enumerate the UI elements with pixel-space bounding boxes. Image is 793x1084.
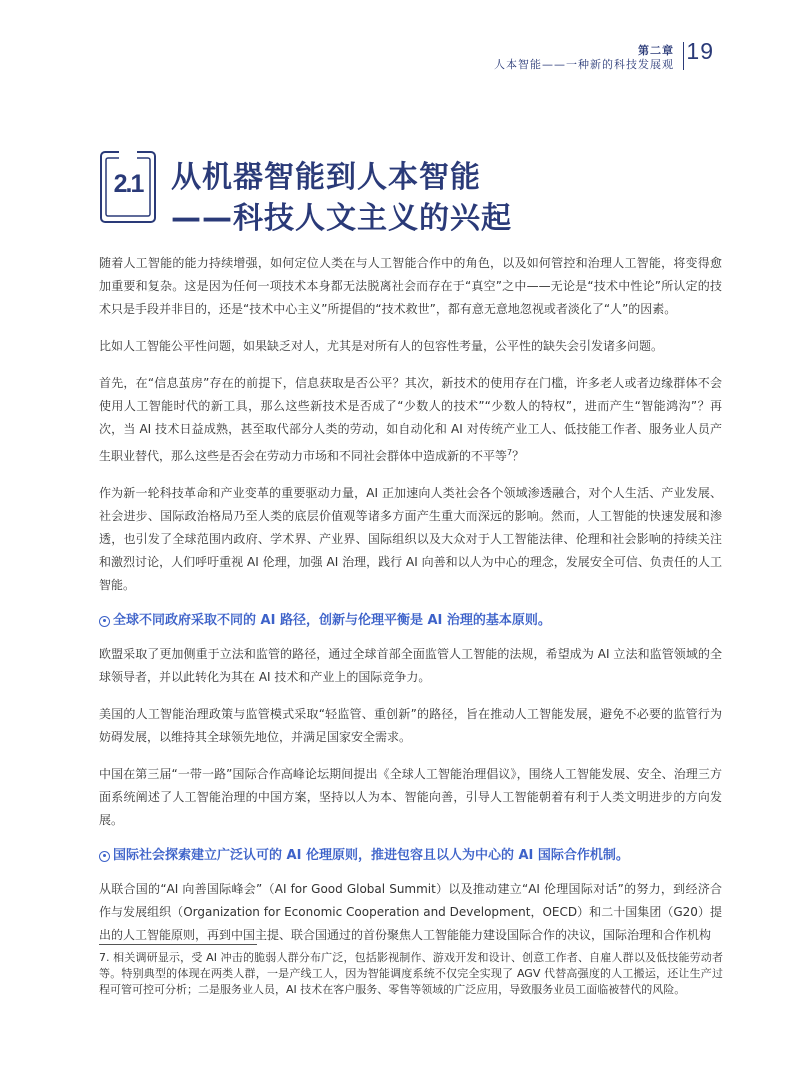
section-title-line2: ——科技人文主义的兴起 (171, 201, 512, 236)
section-number-frame-icon (99, 150, 157, 224)
principle-heading-2 (99, 846, 722, 866)
paragraph-1: 随着人工智能的能力持续增强，如何定位人类在与人工智能合作中的角色，以及如何管控和治理人工智能，将变得愈加重要和复杂。这是因为任何一项技术本身都无法脱离社会而存在于“真空”之中——无论是“技术中性论”所认定的技术只是手段并非目的，还是“技术中心主义”所提倡的“技术救世”，都有意无意地忽视或者淡化了“人”的因素。 (99, 256, 722, 316)
paragraph-6: 美国的人工智能治理政策与监管模式采取“轻监管、重创新”的路径，旨在推动人工智能发展，避免不必要的监管行为妨碍发展，以维持其全球领先地位，并满足国家安全需求。 (99, 707, 722, 744)
header-divider (683, 42, 685, 70)
header-chapter: 第二章 (638, 44, 674, 57)
section-number: 2.1 (113, 170, 143, 198)
header-subtitle: 人本智能——一种新的科技发展观 (494, 58, 674, 71)
paragraph-3-text: 首先，在“信息茧房”存在的前提下，信息获取是否公平？其次，新技术的使用存在门槛，许多老人或者边缘群体不会使用人工智能时代的新工具，那么这些新技术是否成了“少数人的技术”“少数人的特权”，进而产生“智能鸿沟”？再次，当 AI 技术日益成熟，甚至取代部分人类的劳动，如自动化和 AI 对传统产业工人、低技能工作者、服务业人员产生职业替代，那么这些是否会在劳动力市场和不同社会群体中造成新的不平等 (99, 376, 722, 463)
footnote-divider (99, 944, 257, 945)
paragraph-2: 比如人工智能公平性问题，如果缺乏对人，尤其是对所有人的包容性考量，公平性的缺失会引发诸多问题。 (99, 339, 664, 353)
paragraph-7: 中国在第三届“一带一路”国际合作高峰论坛期间提出《全球人工智能治理倡议》，围绕人工智能发展、安全、治理三方面系统阐述了人工智能治理的中国方案，坚持以人为本、智能向善，引导人工智能朝着有利于人类文明进步的方向发展。 (99, 767, 722, 827)
paragraph-4: 作为新一轮科技革命和产业变革的重要驱动力量，AI 正加速向人类社会各个领域渗透融合，对个人生活、产业发展、社会进步、国际政治格局乃至人类的底层价值观等诸多方面产生重大而深远的影响。然而，人工智能的快速发展和渗透，也引发了全球范围内政府、学术界、产业界、国际组织以及大众对于人工智能法律、伦理和社会影响的持续关注和激烈讨论，人们呼吁重视 AI 伦理，加强 AI 治理，践行 AI 向善和以人为中心的理念，发展安全可信、负责任的人工智能。 (99, 486, 722, 592)
section-heading (99, 150, 699, 235)
circle-bullet-icon (99, 851, 110, 862)
paragraph-5: 欧盟采取了更加侧重于立法和监管的路径，通过全球首部全面监管人工智能的法规，希望成为 AI 立法和监管领域的全球领导者，并以此转化为其在 AI 技术和产业上的国际竞争力。 (99, 647, 722, 684)
section-title-line1: 从机器智能到人本智能 (171, 160, 481, 195)
principle-heading-2-text: 国际社会探索建立广泛认可的 AI 伦理原则，推进包容且以人为中心的 AI 国际合作机制。 (113, 848, 629, 863)
paragraph-8: 从联合国的“AI 向善国际峰会”（AI for Good Global Summit）以及推动建立“AI 伦理国际对话”的努力，到经济合作与发展组织（Organization for Economic Cooperation and Development，OECD）和二十国集团（G20）提出的人工智能原则，再到中国主提、联合国通过的首份聚焦人工智能能力建设国际合作的决议，国际治理和合作机构 (99, 882, 722, 942)
paragraph-3 (99, 372, 722, 468)
running-header (454, 38, 714, 72)
page-number: 19 (686, 38, 714, 64)
paragraph-3-end: ？ (512, 449, 525, 463)
footnote-ref-7[interactable]: 7 (507, 448, 513, 457)
principle-heading-1 (99, 611, 722, 631)
body-content (99, 252, 722, 961)
principle-heading-1-text: 全球不同政府采取不同的 AI 路径，创新与伦理平衡是 AI 治理的基本原则。 (113, 613, 551, 628)
circle-bullet-icon (99, 616, 110, 627)
footnote-7: 7. 相关调研显示，受 AI 冲击的脆弱人群分布广泛，包括影视制作、游戏开发和设计、创意工作者、自雇人群以及低技能劳动者等。特别典型的体现在两类人群，一是产线工人，因为智能调度系统不仅完全实现了 AGV 代替高强度的人工搬运，还让生产过程可管可控可分析；二是服务业人员，AI 技术在客户服务、零售等领域的广泛应用，导致服务业员工面临被替代的风险。 (99, 951, 723, 996)
